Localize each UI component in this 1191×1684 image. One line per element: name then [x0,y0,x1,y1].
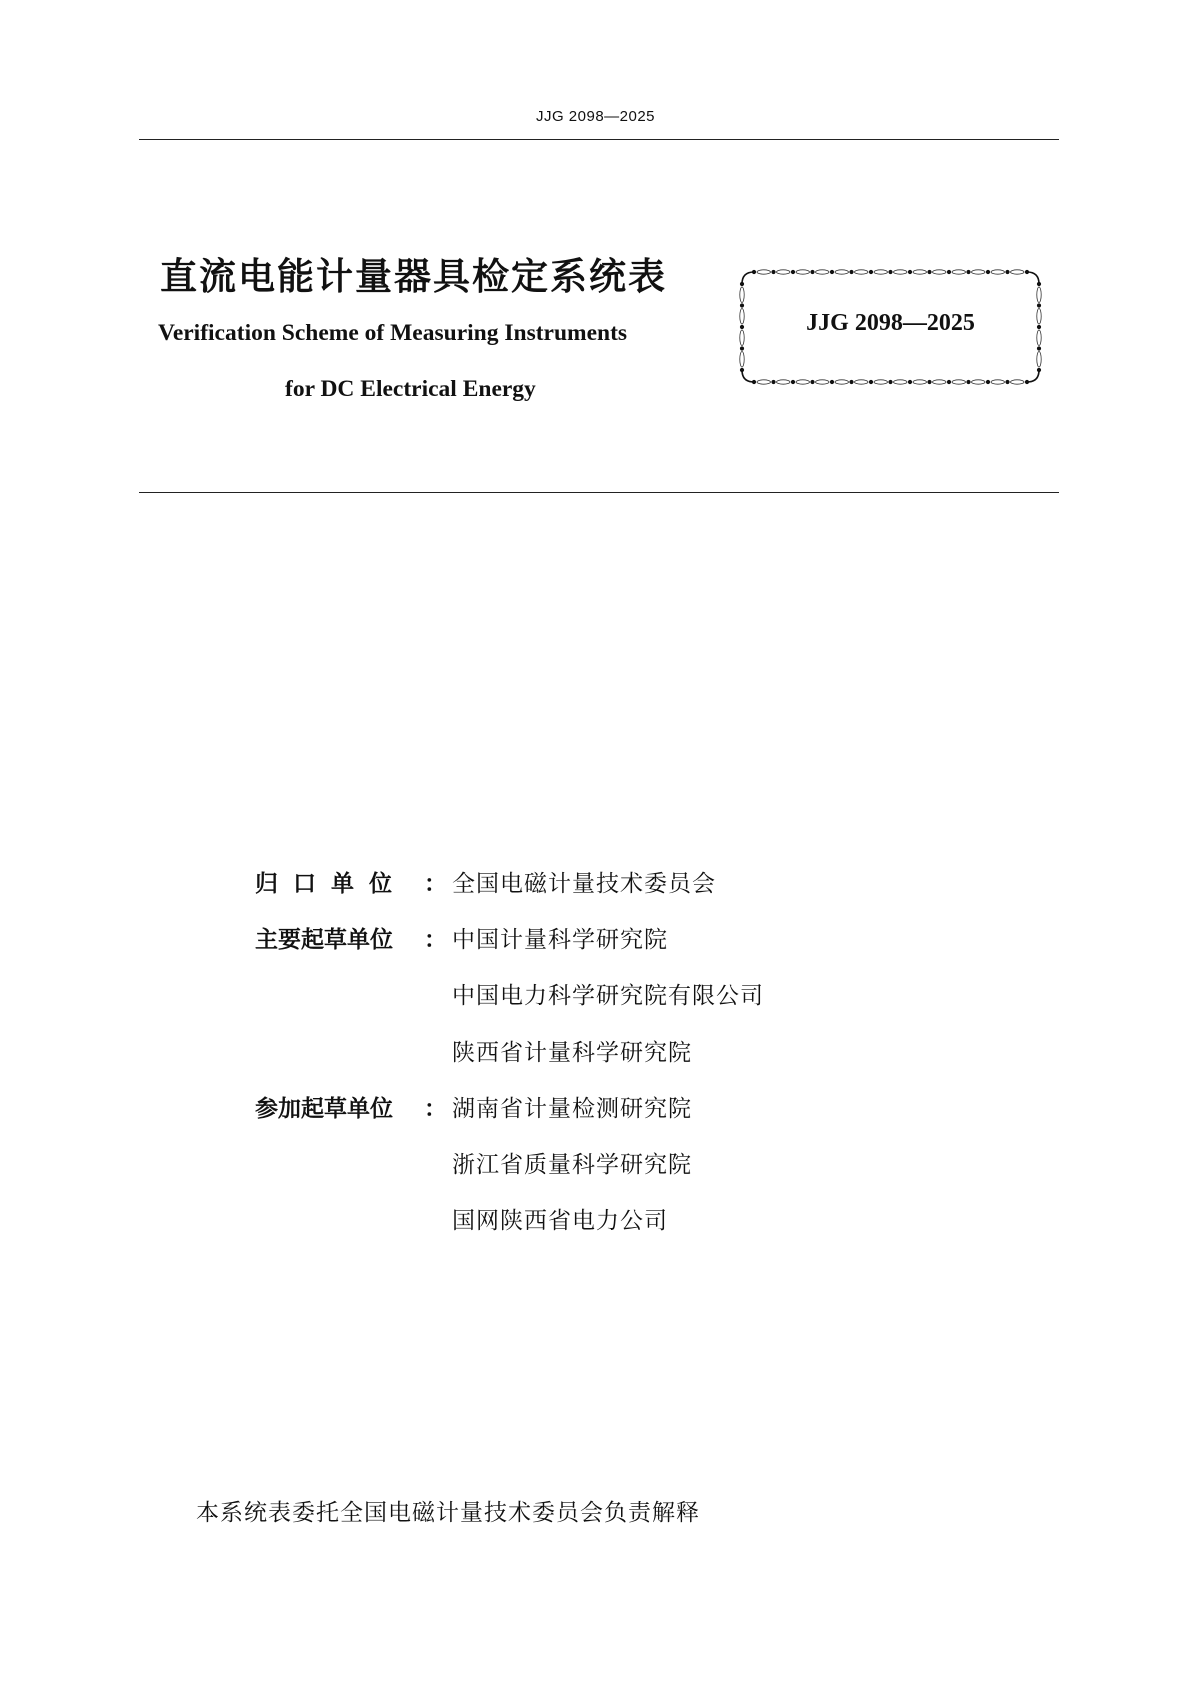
centralized-unit-value: 全国电磁计量技术委员会 [452,871,716,897]
header-rule [139,139,1059,140]
participating-unit: 浙江省质量科学研究院 [452,1152,692,1178]
participating-unit: 国网陕西省电力公司 [452,1208,668,1234]
running-header-code: JJG 2098—2025 [535,108,656,125]
title-english-line-1: Verification Scheme of Measuring Instruments [158,320,628,346]
interpretation-note: 本系统表委托全国电磁计量技术委员会负责解释 [196,1500,700,1526]
title-rule [139,492,1059,493]
main-drafting-colon: ： [424,927,447,953]
participating-colon: ： [424,1096,447,1122]
main-drafting-unit: 中国电力科学研究院有限公司 [452,983,764,1009]
participating-unit: 湖南省计量检测研究院 [452,1096,692,1122]
centralized-unit-colon: ： [424,871,447,897]
main-drafting-label: 主要起草单位 [255,927,393,953]
main-drafting-unit: 中国计量科学研究院 [452,927,668,953]
centralized-unit-label: 归口单位 [255,871,407,897]
title-english-line-2: for DC Electrical Energy [285,376,536,402]
participating-label: 参加起草单位 [255,1096,393,1122]
main-drafting-unit: 陕西省计量科学研究院 [452,1040,692,1066]
title-chinese: 直流电能计量器具检定系统表 [160,255,667,298]
standard-code: JJG 2098—2025 [806,310,975,336]
